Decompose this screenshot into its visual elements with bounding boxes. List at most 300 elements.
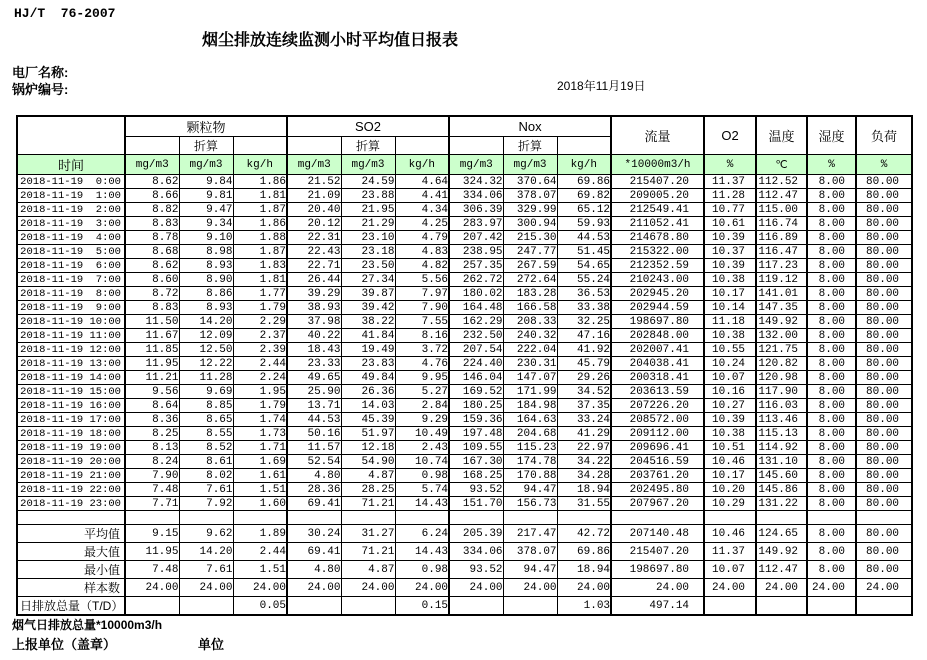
value-cell: 22.43 (287, 245, 341, 259)
value-cell: 12.22 (179, 357, 233, 371)
daily-total-value-cell: 0.05 (233, 597, 287, 616)
summary-value-cell: 18.94 (557, 561, 611, 579)
spacer-cell (395, 511, 449, 525)
summary-value-cell: 93.52 (449, 561, 503, 579)
value-cell: 4.76 (395, 357, 449, 371)
data-row (17, 483, 912, 497)
value-cell: 8.00 (807, 315, 856, 329)
value-cell: 10.51 (704, 441, 756, 455)
table-body (17, 175, 912, 616)
value-cell: 5.27 (395, 385, 449, 399)
time-cell: 2018-11-19 4:00 (17, 231, 125, 245)
value-cell: 8.00 (807, 469, 856, 483)
data-row (17, 175, 912, 189)
summary-value-cell: 14.43 (395, 543, 449, 561)
value-cell: 147.35 (756, 301, 807, 315)
value-cell: 69.86 (557, 175, 611, 189)
value-cell: 9.56 (125, 385, 179, 399)
value-cell: 170.88 (503, 469, 557, 483)
data-row (17, 413, 912, 427)
summary-value-cell: 24.00 (807, 579, 856, 597)
sub-blank-cell (287, 137, 341, 155)
value-cell: 10.14 (704, 301, 756, 315)
value-cell: 204038.41 (611, 357, 704, 371)
value-cell: 8.00 (807, 245, 856, 259)
value-cell: 7.71 (125, 497, 179, 511)
value-cell: 80.00 (856, 427, 912, 441)
summary-value-cell: 217.47 (503, 525, 557, 543)
value-cell: 11.57 (287, 441, 341, 455)
summary-value-cell: 80.00 (856, 561, 912, 579)
value-cell: 9.10 (179, 231, 233, 245)
value-cell: 112.47 (756, 189, 807, 203)
value-cell: 47.16 (557, 329, 611, 343)
converted-label-pm: 折算 (179, 137, 233, 155)
daily-total-value-cell (503, 597, 557, 616)
value-cell: 197.48 (449, 427, 503, 441)
value-cell: 8.24 (125, 455, 179, 469)
unit-label: 单位 (198, 637, 225, 652)
value-cell: 184.98 (503, 399, 557, 413)
summary-value-cell: 198697.80 (611, 561, 704, 579)
value-cell: 22.31 (287, 231, 341, 245)
daily-total-value-cell (807, 597, 856, 616)
value-cell: 8.00 (807, 189, 856, 203)
value-cell: 3.72 (395, 343, 449, 357)
value-cell: 1.81 (233, 273, 287, 287)
data-row (17, 217, 912, 231)
value-cell: 10.16 (704, 385, 756, 399)
value-cell: 116.74 (756, 217, 807, 231)
value-cell: 2.39 (233, 343, 287, 357)
summary-value-cell: 2.44 (233, 543, 287, 561)
unit-cell: mg/m3 (125, 155, 179, 175)
value-cell: 262.72 (449, 273, 503, 287)
value-cell: 238.95 (449, 245, 503, 259)
report-date: 2018年11月19日 (557, 79, 646, 93)
summary-row (17, 579, 912, 597)
summary-value-cell: 31.27 (341, 525, 395, 543)
value-cell: 24.59 (341, 175, 395, 189)
value-cell: 12.50 (179, 343, 233, 357)
value-cell: 240.32 (503, 329, 557, 343)
time-cell: 2018-11-19 0:00 (17, 175, 125, 189)
summary-value-cell: 24.00 (856, 579, 912, 597)
daily-total-value-cell (287, 597, 341, 616)
summary-value-cell: 80.00 (856, 543, 912, 561)
value-cell: 39.87 (341, 287, 395, 301)
value-cell: 8.00 (807, 217, 856, 231)
summary-value-cell: 4.80 (287, 561, 341, 579)
value-cell: 23.18 (341, 245, 395, 259)
value-cell: 34.28 (557, 469, 611, 483)
value-cell: 257.35 (449, 259, 503, 273)
summary-value-cell: 24.00 (395, 579, 449, 597)
value-cell: 9.29 (395, 413, 449, 427)
unit-cell: *10000m3/h (611, 155, 704, 175)
value-cell: 207226.20 (611, 399, 704, 413)
value-cell: 2.29 (233, 315, 287, 329)
summary-value-cell: 6.24 (395, 525, 449, 543)
value-cell: 65.12 (557, 203, 611, 217)
value-cell: 1.74 (233, 413, 287, 427)
value-cell: 80.00 (856, 497, 912, 511)
value-cell: 8.00 (807, 203, 856, 217)
value-cell: 8.93 (179, 259, 233, 273)
summary-value-cell: 9.15 (125, 525, 179, 543)
value-cell: 8.66 (125, 189, 179, 203)
spacer-cell (704, 511, 756, 525)
daily-total-value-cell (125, 597, 179, 616)
time-cell: 2018-11-19 14:00 (17, 371, 125, 385)
value-cell: 25.90 (287, 385, 341, 399)
daily-total-value-cell (756, 597, 807, 616)
value-cell: 10.77 (704, 203, 756, 217)
boiler-no-label: 锅炉编号: (12, 82, 69, 97)
value-cell: 1.77 (233, 287, 287, 301)
value-cell: 23.88 (341, 189, 395, 203)
value-cell: 28.25 (341, 483, 395, 497)
value-cell: 34.22 (557, 455, 611, 469)
value-cell: 115.00 (756, 203, 807, 217)
time-cell: 2018-11-19 3:00 (17, 217, 125, 231)
unit-cell: mg/m3 (287, 155, 341, 175)
value-cell: 51.97 (341, 427, 395, 441)
time-cell: 2018-11-19 7:00 (17, 273, 125, 287)
unit-cell: ℃ (756, 155, 807, 175)
sub-blank-cell (125, 137, 179, 155)
value-cell: 9.69 (179, 385, 233, 399)
col-group-so2: SO2 (287, 116, 449, 137)
daily-total-value-cell (856, 597, 912, 616)
data-row (17, 245, 912, 259)
value-cell: 116.47 (756, 245, 807, 259)
value-cell: 38.22 (341, 315, 395, 329)
value-cell: 203613.59 (611, 385, 704, 399)
value-cell: 7.48 (125, 483, 179, 497)
time-cell: 2018-11-19 21:00 (17, 469, 125, 483)
time-cell: 2018-11-19 18:00 (17, 427, 125, 441)
value-cell: 14.43 (395, 497, 449, 511)
value-cell: 36.53 (557, 287, 611, 301)
spacer-cell (341, 511, 395, 525)
time-cell: 2018-11-19 17:00 (17, 413, 125, 427)
time-cell: 2018-11-19 13:00 (17, 357, 125, 371)
value-cell: 8.83 (125, 301, 179, 315)
summary-value-cell: 7.61 (179, 561, 233, 579)
value-cell: 224.40 (449, 357, 503, 371)
value-cell: 202007.41 (611, 343, 704, 357)
time-cell: 2018-11-19 19:00 (17, 441, 125, 455)
value-cell: 168.25 (449, 469, 503, 483)
value-cell: 21.95 (341, 203, 395, 217)
value-cell: 7.97 (395, 287, 449, 301)
value-cell: 80.00 (856, 357, 912, 371)
value-cell: 8.82 (125, 203, 179, 217)
value-cell: 132.00 (756, 329, 807, 343)
value-cell: 49.65 (287, 371, 341, 385)
value-cell: 4.87 (341, 469, 395, 483)
value-cell: 151.70 (449, 497, 503, 511)
value-cell: 8.60 (125, 273, 179, 287)
value-cell: 324.32 (449, 175, 503, 189)
value-cell: 4.25 (395, 217, 449, 231)
value-cell: 1.79 (233, 399, 287, 413)
data-row (17, 427, 912, 441)
value-cell: 14.20 (179, 315, 233, 329)
col-header-load: 负荷 (856, 116, 912, 155)
value-cell: 2.44 (233, 357, 287, 371)
value-cell: 10.39 (704, 231, 756, 245)
value-cell: 80.00 (856, 189, 912, 203)
summary-value-cell: 11.95 (125, 543, 179, 561)
value-cell: 59.93 (557, 217, 611, 231)
value-cell: 8.65 (179, 413, 233, 427)
value-cell: 80.00 (856, 483, 912, 497)
time-cell: 2018-11-19 12:00 (17, 343, 125, 357)
value-cell: 20.40 (287, 203, 341, 217)
data-row (17, 273, 912, 287)
summary-value-cell: 24.00 (611, 579, 704, 597)
summary-label: 样本数 (17, 579, 125, 597)
value-cell: 215.30 (503, 231, 557, 245)
value-cell: 230.31 (503, 357, 557, 371)
value-cell: 11.28 (704, 189, 756, 203)
value-cell: 80.00 (856, 399, 912, 413)
unit-cell: mg/m3 (179, 155, 233, 175)
value-cell: 26.36 (341, 385, 395, 399)
value-cell: 11.37 (704, 175, 756, 189)
value-cell: 1.71 (233, 441, 287, 455)
data-row (17, 455, 912, 469)
value-cell: 23.83 (341, 357, 395, 371)
page-title: 烟尘排放连续监测小时平均值日报表 (201, 32, 458, 49)
summary-value-cell: 9.62 (179, 525, 233, 543)
value-cell: 212549.41 (611, 203, 704, 217)
value-cell: 120.82 (756, 357, 807, 371)
value-cell: 39.29 (287, 287, 341, 301)
value-cell: 7.55 (395, 315, 449, 329)
value-cell: 10.39 (704, 413, 756, 427)
value-cell: 180.02 (449, 287, 503, 301)
daily-total-row (17, 597, 912, 616)
value-cell: 9.81 (179, 189, 233, 203)
spacer-cell (756, 511, 807, 525)
value-cell: 174.78 (503, 455, 557, 469)
value-cell: 8.00 (807, 385, 856, 399)
value-cell: 7.61 (179, 483, 233, 497)
summary-value-cell: 30.24 (287, 525, 341, 543)
value-cell: 23.50 (341, 259, 395, 273)
spacer-cell (449, 511, 503, 525)
value-cell: 215407.20 (611, 175, 704, 189)
col-group-particulate: 颗粒物 (125, 116, 287, 137)
value-cell: 34.52 (557, 385, 611, 399)
standard-code: HJ/T 76-2007 (14, 6, 116, 21)
value-cell: 19.49 (341, 343, 395, 357)
daily-total-value-cell: 1.03 (557, 597, 611, 616)
value-cell: 378.07 (503, 189, 557, 203)
value-cell: 203761.20 (611, 469, 704, 483)
data-row (17, 301, 912, 315)
value-cell: 10.61 (704, 217, 756, 231)
value-cell: 183.28 (503, 287, 557, 301)
value-cell: 4.41 (395, 189, 449, 203)
value-cell: 26.44 (287, 273, 341, 287)
data-row (17, 287, 912, 301)
time-cell: 2018-11-19 10:00 (17, 315, 125, 329)
value-cell: 38.93 (287, 301, 341, 315)
value-cell: 32.25 (557, 315, 611, 329)
flue-gas-total-note: 烟气日排放总量*10000m3/h (12, 618, 163, 632)
value-cell: 114.92 (756, 441, 807, 455)
summary-value-cell: 71.21 (341, 543, 395, 561)
value-cell: 117.23 (756, 259, 807, 273)
plant-name-label: 电厂名称: (12, 65, 69, 80)
value-cell: 156.73 (503, 497, 557, 511)
value-cell: 40.22 (287, 329, 341, 343)
summary-value-cell: 149.92 (756, 543, 807, 561)
spacer-cell (856, 511, 912, 525)
data-row (17, 315, 912, 329)
value-cell: 8.00 (807, 175, 856, 189)
value-cell: 10.29 (704, 497, 756, 511)
spacer-cell (503, 511, 557, 525)
value-cell: 119.12 (756, 273, 807, 287)
value-cell: 11.18 (704, 315, 756, 329)
summary-value-cell: 0.98 (395, 561, 449, 579)
value-cell: 211052.41 (611, 217, 704, 231)
value-cell: 52.54 (287, 455, 341, 469)
value-cell: 202944.59 (611, 301, 704, 315)
value-cell: 80.00 (856, 315, 912, 329)
value-cell: 207.42 (449, 231, 503, 245)
value-cell: 1.81 (233, 189, 287, 203)
value-cell: 8.72 (125, 287, 179, 301)
value-cell: 120.98 (756, 371, 807, 385)
value-cell: 2.37 (233, 329, 287, 343)
value-cell: 1.87 (233, 203, 287, 217)
value-cell: 5.56 (395, 273, 449, 287)
value-cell: 10.55 (704, 343, 756, 357)
summary-value-cell: 94.47 (503, 561, 557, 579)
time-cell: 2018-11-19 5:00 (17, 245, 125, 259)
summary-value-cell: 24.00 (179, 579, 233, 597)
daily-total-value-cell (704, 597, 756, 616)
unit-cell: mg/m3 (503, 155, 557, 175)
summary-row (17, 543, 912, 561)
value-cell: 4.82 (395, 259, 449, 273)
value-cell: 54.90 (341, 455, 395, 469)
value-cell: 8.00 (807, 497, 856, 511)
value-cell: 10.07 (704, 371, 756, 385)
summary-value-cell: 24.00 (503, 579, 557, 597)
daily-total-value-cell (341, 597, 395, 616)
value-cell: 10.38 (704, 273, 756, 287)
value-cell: 209005.20 (611, 189, 704, 203)
value-cell: 9.34 (179, 217, 233, 231)
time-cell: 2018-11-19 16:00 (17, 399, 125, 413)
value-cell: 116.89 (756, 231, 807, 245)
value-cell: 8.25 (125, 427, 179, 441)
value-cell: 232.50 (449, 329, 503, 343)
summary-value-cell: 205.39 (449, 525, 503, 543)
value-cell: 80.00 (856, 217, 912, 231)
value-cell: 37.98 (287, 315, 341, 329)
value-cell: 37.35 (557, 399, 611, 413)
value-cell: 1.83 (233, 259, 287, 273)
value-cell: 0.98 (395, 469, 449, 483)
summary-value-cell: 334.06 (449, 543, 503, 561)
spacer-cell (807, 511, 856, 525)
value-cell: 10.46 (704, 455, 756, 469)
value-cell: 41.92 (557, 343, 611, 357)
time-cell: 2018-11-19 6:00 (17, 259, 125, 273)
value-cell: 2.24 (233, 371, 287, 385)
value-cell: 370.64 (503, 175, 557, 189)
spacer-cell (287, 511, 341, 525)
value-cell: 80.00 (856, 231, 912, 245)
sub-blank-cell (395, 137, 449, 155)
value-cell: 14.03 (341, 399, 395, 413)
value-cell: 18.43 (287, 343, 341, 357)
value-cell: 20.12 (287, 217, 341, 231)
value-cell: 8.61 (179, 455, 233, 469)
value-cell: 267.59 (503, 259, 557, 273)
value-cell: 11.85 (125, 343, 179, 357)
summary-value-cell: 7.48 (125, 561, 179, 579)
value-cell: 69.82 (557, 189, 611, 203)
group-header-row (17, 116, 912, 137)
units-header-row (17, 155, 912, 175)
value-cell: 10.20 (704, 483, 756, 497)
value-cell: 166.58 (503, 301, 557, 315)
value-cell: 8.00 (807, 329, 856, 343)
value-cell: 44.53 (287, 413, 341, 427)
value-cell: 334.06 (449, 189, 503, 203)
value-cell: 50.16 (287, 427, 341, 441)
value-cell: 4.80 (287, 469, 341, 483)
data-row (17, 469, 912, 483)
value-cell: 8.00 (807, 427, 856, 441)
value-cell: 145.86 (756, 483, 807, 497)
data-row (17, 343, 912, 357)
value-cell: 8.00 (807, 371, 856, 385)
data-row (17, 497, 912, 511)
value-cell: 23.33 (287, 357, 341, 371)
unit-cell: % (856, 155, 912, 175)
value-cell: 8.00 (807, 287, 856, 301)
value-cell: 171.99 (503, 385, 557, 399)
value-cell: 33.24 (557, 413, 611, 427)
value-cell: 80.00 (856, 413, 912, 427)
value-cell: 162.29 (449, 315, 503, 329)
value-cell: 9.84 (179, 175, 233, 189)
unit-cell: % (704, 155, 756, 175)
summary-value-cell: 8.00 (807, 525, 856, 543)
data-row (17, 399, 912, 413)
value-cell: 80.00 (856, 371, 912, 385)
value-cell: 117.90 (756, 385, 807, 399)
value-cell: 21.52 (287, 175, 341, 189)
value-cell: 94.47 (503, 483, 557, 497)
unit-cell: kg/h (233, 155, 287, 175)
spacer-cell (179, 511, 233, 525)
report-unit-label: 上报单位（盖章） (12, 637, 117, 652)
value-cell: 180.25 (449, 399, 503, 413)
value-cell: 222.04 (503, 343, 557, 357)
value-cell: 45.79 (557, 357, 611, 371)
